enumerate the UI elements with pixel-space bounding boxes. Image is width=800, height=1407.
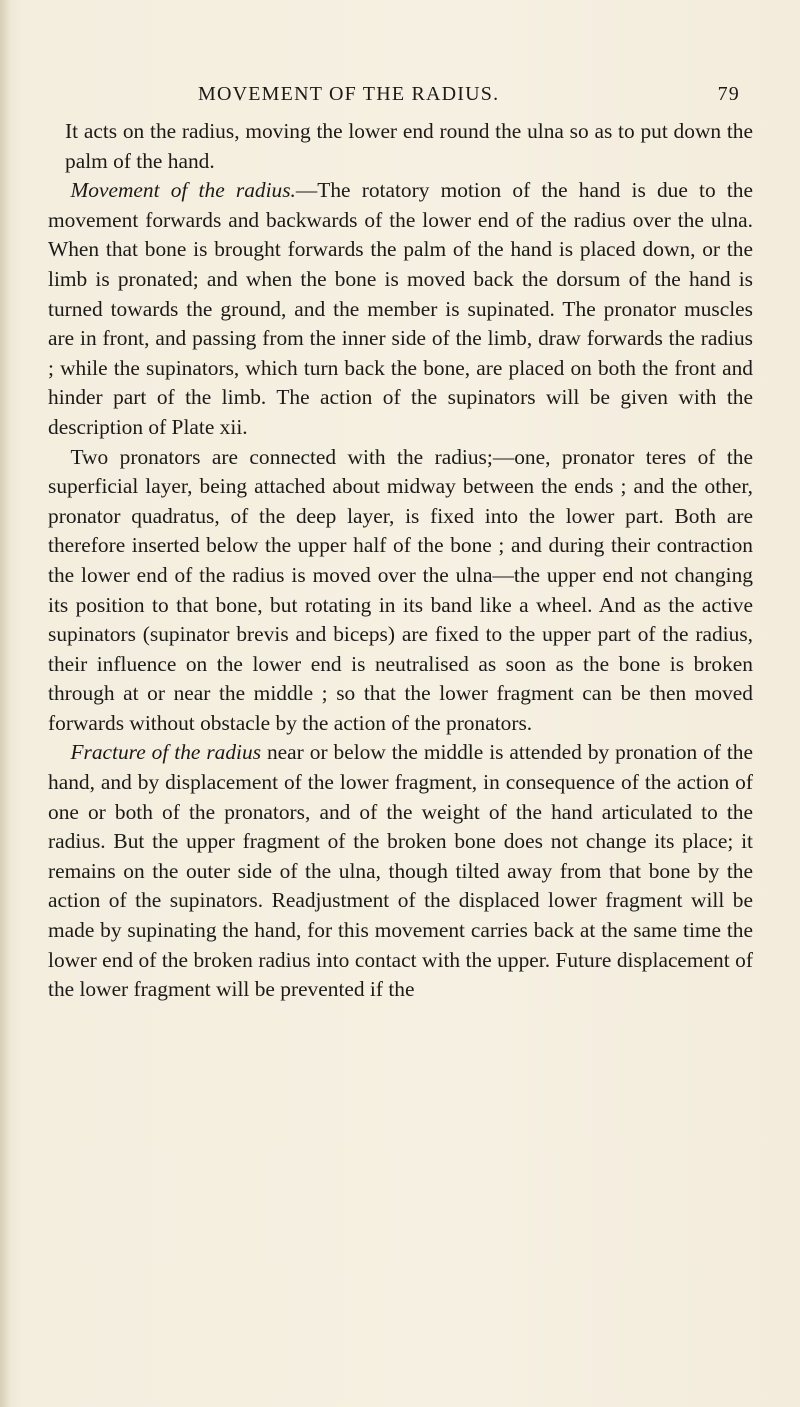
running-head-title: MOVEMENT OF THE RADIUS.	[198, 83, 500, 105]
paragraph-text: near or below the middle is attended by pronation of the hand, and by displacement of the lower fragment, in consequence of the action of one or both of the pronators, and of the weight of the hand articulated to the radius. But the upper fragment of the broken bone does not change its place; it remains on the outer side of the ulna, though tilted away from that bone by the action of the supinators. Readjustment of the displaced lower fragment will be made by supinating the hand, for this movement carries back at the same time the lower end of the broken radius into contact with the upper. Future displacement of the lower fragment will be prevented if the	[48, 740, 753, 1002]
paragraph-two-pronators	[48, 443, 753, 739]
section-heading-italic: Movement of the radius.	[70, 178, 296, 203]
paragraph-text: Two pronators are connected with the radius;—one, pronator teres of the superficial layer, being attached about midway between the ends ; and the other, pronator quadratus, of the deep layer, is fixed into the lower part. Both are therefore inserted below the upper half of the bone ; and during their contraction the lower end of the radius is moved over the ulna—the upper end not changing its position to that bone, but rotating in its band like a wheel. And as the active supinators (supinator brevis and biceps) are fixed to the upper part of the radius, their influence on the lower end is neutralised as soon as the bone is broken through at or near the middle ; so that the lower fragment can be then moved forwards without obstacle by the action of the pronators.	[48, 444, 753, 735]
section-heading-italic: Fracture of the radius	[70, 740, 262, 765]
paragraph-text: —The rotatory motion of the hand is due to the movement forwards and backwards of the lower end of the radius over the ulna. When that bone is brought forwards the palm of the hand is placed down, or the limb is pronated; and when the bone is moved back the dorsum of the hand is turned towards the ground, and the member is supinated. The pronator muscles are in front, and passing from the inner side of the limb, draw forwards the radius ; while the supinators, which turn back the bone, are placed on both the front and hinder part of the limb. The action of the supinators will be given with the description of Plate xii.	[48, 178, 753, 439]
paragraph-movement-of-radius	[48, 176, 753, 442]
paragraph-continuation	[48, 117, 753, 176]
paragraph-fracture-of-radius	[48, 738, 753, 1004]
paragraph-text: It acts on the radius, moving the lower end round the ulna so as to put down the palm of the hand.	[65, 119, 753, 173]
page-number: 79	[717, 83, 740, 105]
page-gutter-shadow	[0, 0, 10, 1407]
body-text	[48, 117, 753, 1005]
running-head	[160, 83, 740, 113]
